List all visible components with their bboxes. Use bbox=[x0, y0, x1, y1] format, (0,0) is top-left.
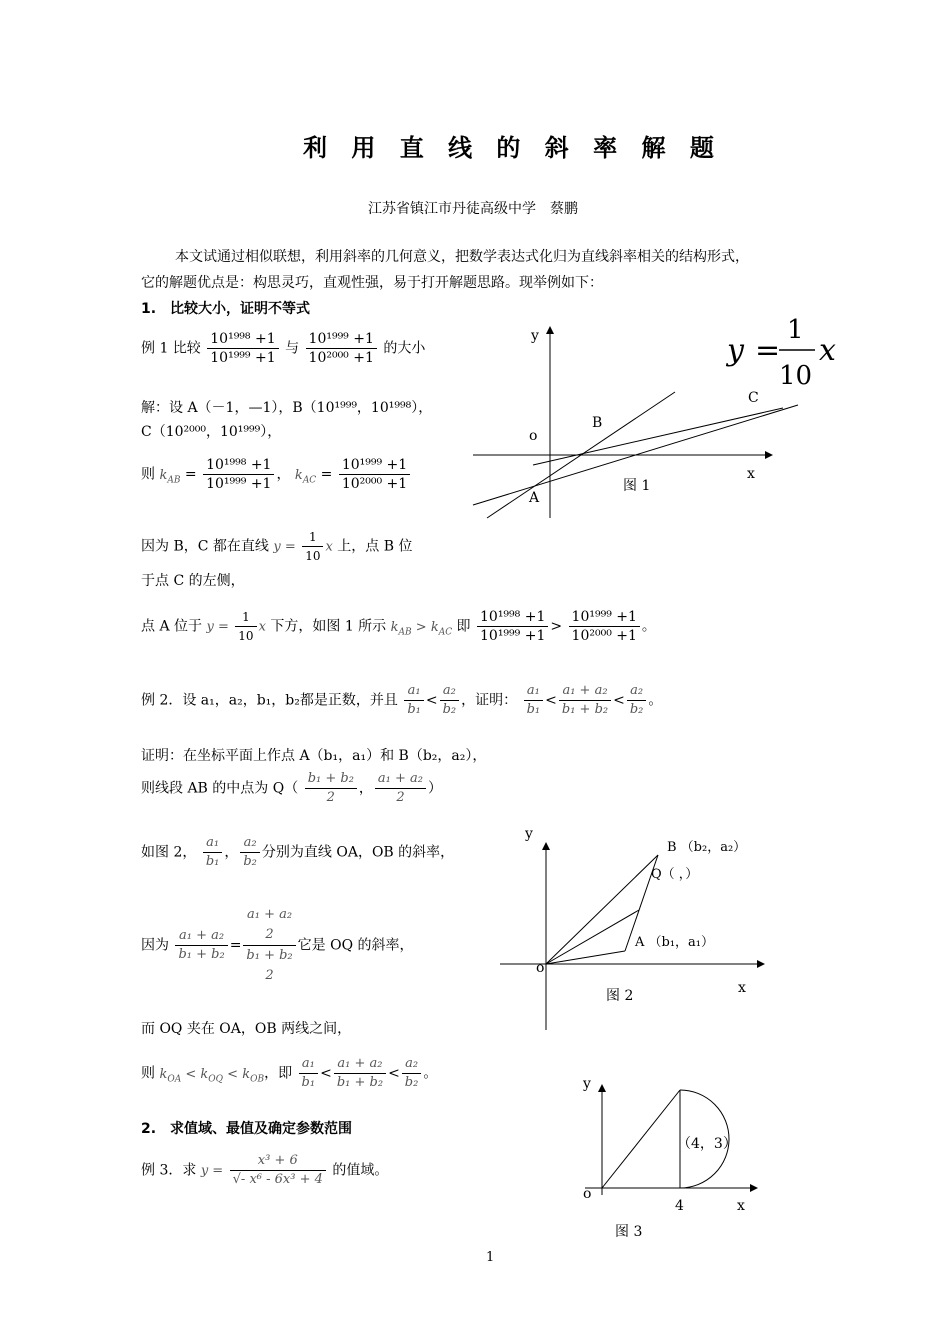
midpoint-y: $\frac{\text{a₁ + a₂}}{2}$ bbox=[375, 770, 426, 807]
line-d-fraction bbox=[235, 608, 256, 645]
fig1-label-x: x bbox=[747, 466, 755, 482]
example-2-proof-5: 而 OQ 夹在 OA，OB 两线之间， bbox=[141, 1021, 352, 1037]
fraction-2 bbox=[306, 330, 377, 367]
result-1-den: 10¹⁹⁹⁹ +1 bbox=[480, 628, 546, 644]
example-1-line-c: 于点 C 的左侧， bbox=[141, 573, 245, 589]
example-2-proof-1: 证明：在坐标平面上作点 A（b₁，a₁）和 B（b₂，a₂）， bbox=[141, 748, 487, 764]
kac-numerator: 10¹⁹⁹⁹ +1 bbox=[339, 456, 410, 475]
fig1-line-bc bbox=[533, 408, 783, 465]
proof-6a: 则 bbox=[141, 1065, 155, 1082]
line-d-den: 10 bbox=[238, 629, 254, 643]
author-line: 江苏省镇江市丹徒高级中学 蔡鹏 bbox=[368, 201, 578, 217]
ex2-claim-left: $\frac{\text{a₁}}{\text{b₁}}$ bbox=[524, 682, 544, 719]
fig2-label-x: x bbox=[738, 980, 746, 996]
proof-6b: ，即 bbox=[264, 1065, 293, 1082]
fig1-big-eq: = bbox=[755, 333, 781, 368]
ex3-stmt-a: 例 3．求 bbox=[141, 1162, 197, 1179]
fig1-y-arrow bbox=[546, 326, 554, 334]
line-d-text: 点 A 位于 bbox=[141, 618, 203, 635]
fig1-big-num: 1 bbox=[787, 315, 804, 345]
fig2-label-q: Q（ ，） bbox=[651, 867, 699, 882]
ex3-fraction: $\frac{\text{x³ + 6}}{\text{√- x⁶ - 6x³ + 4}}$ bbox=[230, 1152, 326, 1189]
example-1-statement bbox=[141, 330, 425, 367]
line-b-text: 上，点 B 位 bbox=[337, 538, 413, 555]
result-fraction-2 bbox=[569, 608, 640, 645]
example-2-proof-6: 则 $k_{OA} < k_{OQ} < k_{OB}$，即 $\frac{\text{a₁}}{\text{b₁}}$ < $\frac{\text{a₁ + a₂}}{\text{b₁ + b₂}}$ < $\frac{\text{a₂}}{\text{b₂}}$ 。 bbox=[141, 1056, 438, 1090]
slopes-line: 则 $k_{AB}$ = $\frac{\text{10¹⁹⁹⁸ +1}}{\text{10¹⁹⁹⁹ +1}}$ ， $k_{AC}$ = $\frac{\text{10¹⁹⁹⁹ +1}}{\text{10²⁰⁰⁰ +1}}$ bbox=[141, 456, 412, 493]
example-2-proof-4: 因为 $\frac{\text{a₁ + a₂}}{\text{b₁ + b₂}}$ = a₁ + a₂ 2 b₁ + b₂ 2 它是 OQ 的斜率， bbox=[141, 905, 414, 986]
proof-6-end: 。 bbox=[423, 1065, 438, 1082]
ex2-claim-mid: $\frac{\text{a₁ + a₂}}{\text{b₁ + b₂}}$ bbox=[559, 682, 611, 719]
fig2-label-o: o bbox=[536, 960, 545, 976]
line-d-x: x bbox=[258, 619, 266, 635]
ex3-stmt-b: 的值域。 bbox=[332, 1162, 389, 1179]
example-1-solution-a: 解：设 A（－1，—1），B（10¹⁹⁹⁹，10¹⁹⁹⁸）， bbox=[141, 400, 433, 416]
k-ab: $k_{AB}$ bbox=[159, 467, 181, 486]
fig1-label-o: o bbox=[529, 428, 538, 444]
fig3-label-o: o bbox=[583, 1186, 592, 1202]
example-1-line-d: 点 A 位于 y = $\frac{1}{10}$ x 下方，如图 1 所示 $k_{AB} > k_{AC}$ 即 $\frac{\text{10¹⁹⁹⁸ +1}}{\text{10¹⁹⁹⁹ +1}}$ > $\frac{\text{10¹⁹⁹⁹ +1}}{\text{10²⁰⁰⁰ +1}}$ 。 bbox=[141, 609, 656, 644]
proof-2-text: 则线段 AB 的中点为 Q（ bbox=[141, 780, 299, 797]
line-a-text: 因为 B，C 都在直线 bbox=[141, 538, 269, 555]
final-mid: $\frac{\text{a₁ + a₂}}{\text{b₁ + b₂}}$ bbox=[334, 1055, 386, 1092]
fig2-x-arrow bbox=[757, 960, 765, 968]
ex2-claim-right: $\frac{\text{a₂}}{\text{b₂}}$ bbox=[627, 682, 647, 719]
final-right: $\frac{\text{a₂}}{\text{b₂}}$ bbox=[402, 1055, 422, 1092]
line-e-text: 下方，如图 1 所示 bbox=[270, 618, 387, 635]
page-number: 1 bbox=[486, 1250, 495, 1265]
intro-line-1: 本文试通过相似联想，利用斜率的几何意义，把数学表达式化归为直线斜率相关的结构形式， bbox=[175, 249, 749, 265]
kac-fraction bbox=[339, 456, 410, 493]
fig3-x-arrow bbox=[750, 1184, 758, 1192]
example-3-statement bbox=[141, 1152, 388, 1189]
example-2-statement: 例 2．设 a₁，a₂，b₁，b₂都是正数，并且 $\frac{\text{a₁}}{\text{b₁}}$ < $\frac{\text{a₂}}{\text{b₂}}$ ，证明： $\frac{\text{a₁}}{\text{b₁}}$ < $\frac{\text{a₁ + a₂}}{\text{b₁ + b₂}}$ < $\frac{\text{a₂}}{\text{b₂}}$ 。 bbox=[141, 683, 663, 717]
proof-3b: 分别为直线 OA，OB 的斜率， bbox=[261, 844, 455, 861]
ex1-end: 。 bbox=[641, 618, 656, 635]
fig1-big-den: 10 bbox=[779, 361, 813, 391]
fraction-2-numerator: 10¹⁹⁹⁹ +1 bbox=[306, 330, 377, 349]
fraction-1-numerator: 10¹⁹⁹⁸ +1 bbox=[207, 330, 278, 349]
slope-oa: $\frac{\text{a₁}}{\text{b₁}}$ bbox=[203, 834, 223, 871]
proof-4-compound: a₁ + a₂ 2 b₁ + b₂ 2 bbox=[243, 905, 295, 986]
line-d-num: 1 bbox=[235, 608, 256, 627]
figure-1 bbox=[465, 310, 845, 525]
ex2-stmt-b: ，证明： bbox=[461, 692, 518, 709]
ex3-y: y = bbox=[200, 1163, 224, 1179]
line-eq: y = bbox=[273, 539, 296, 555]
fig3-label-x: x bbox=[737, 1198, 745, 1214]
proof-2-end: ） bbox=[428, 780, 443, 797]
kac-denominator: 10²⁰⁰⁰ +1 bbox=[341, 476, 408, 492]
figure-2 bbox=[495, 820, 775, 1035]
section-2-heading: 2. 求值域、最值及确定参数范围 bbox=[141, 1121, 353, 1137]
fig3-caption: 图 3 bbox=[615, 1224, 643, 1240]
slope-chain: $k_{OA} < k_{OQ} < k_{OB}$ bbox=[159, 1066, 265, 1085]
ex2-stmt-end: 。 bbox=[648, 692, 663, 709]
midpoint-x: $\frac{\text{b₁ + b₂}}{2}$ bbox=[305, 770, 357, 807]
result-1-num: 10¹⁹⁹⁸ +1 bbox=[477, 608, 548, 627]
line-d-eq: y = bbox=[206, 619, 229, 635]
kab-denominator: 10¹⁹⁹⁹ +1 bbox=[206, 476, 272, 492]
example-2-proof-2: 则线段 AB 的中点为 Q（ $\frac{\text{b₁ + b₂}}{2}$ ， $\frac{\text{a₁ + a₂}}{2}$ ） bbox=[141, 771, 443, 805]
ex2-frac-a1b1: $\frac{\text{a₁}}{\text{b₁}}$ bbox=[404, 682, 424, 719]
fig1-label-y: y bbox=[531, 328, 539, 344]
fig2-label-y: y bbox=[525, 826, 533, 842]
fig3-diagonal bbox=[602, 1090, 680, 1188]
kab-numerator: 10¹⁹⁹⁸ +1 bbox=[203, 456, 274, 475]
k-ac: $k_{AC}$ bbox=[294, 467, 317, 486]
fraction-1-denominator: 10¹⁹⁹⁹ +1 bbox=[210, 350, 276, 366]
fraction-1 bbox=[207, 330, 278, 367]
proof-4b: 它是 OQ 的斜率， bbox=[297, 937, 414, 954]
line-eq-den: 10 bbox=[305, 549, 321, 563]
example-2-proof-3: 如图 2， $\frac{\text{a₁}}{\text{b₁}}$ ， $\frac{\text{a₂}}{\text{b₂}}$ 分别为直线 OA，OB 的斜率， bbox=[141, 835, 455, 869]
fig1-x-arrow bbox=[765, 451, 773, 459]
fig2-label-a: A （b₁，a₁） bbox=[635, 935, 715, 950]
proof-4a: 因为 bbox=[141, 937, 169, 954]
fig3-label-point: （4，3） bbox=[677, 1136, 737, 1152]
fraction-2-denominator: 10²⁰⁰⁰ +1 bbox=[308, 350, 374, 366]
ex2-frac-a2b2: $\frac{\text{a₂}}{\text{b₂}}$ bbox=[440, 682, 460, 719]
example-1-suffix: 的大小 bbox=[383, 340, 426, 357]
then-label: 则 bbox=[141, 466, 155, 483]
fig3-y-arrow bbox=[598, 1084, 606, 1092]
slope-ob: $\frac{\text{a₂}}{\text{b₂}}$ bbox=[240, 834, 260, 871]
line-eq-x: x bbox=[325, 539, 333, 555]
fig1-big-x: x bbox=[819, 333, 836, 368]
fig2-y-arrow bbox=[542, 842, 550, 850]
ex2-stmt-a: 例 2．设 a₁，a₂，b₁，b₂都是正数，并且 bbox=[141, 692, 398, 709]
final-left: $\frac{\text{a₁}}{\text{b₁}}$ bbox=[299, 1055, 319, 1092]
fig1-big-y: y bbox=[727, 333, 744, 368]
fig3-label-4: 4 bbox=[675, 1198, 684, 1214]
k-compare: $k_{AB} > k_{AC}$ bbox=[390, 619, 453, 638]
intro-line-2: 它的解题优点是：构思灵巧，直观性强，易于打开解题思路。现举例如下： bbox=[141, 275, 603, 291]
proof-4-frac: $\frac{\text{a₁ + a₂}}{\text{b₁ + b₂}}$ bbox=[175, 927, 227, 964]
fig1-label-a: A bbox=[529, 490, 540, 506]
fig2-caption: 图 2 bbox=[606, 988, 634, 1004]
line-eq-num: 1 bbox=[302, 528, 323, 547]
section-1-heading: 1. 比较大小，证明不等式 bbox=[141, 301, 311, 317]
example-1-solution-b: C（10²⁰⁰⁰，10¹⁹⁹⁹）， bbox=[141, 424, 282, 440]
kab-fraction bbox=[203, 456, 274, 493]
line-eq-fraction bbox=[302, 528, 323, 565]
fig1-label-c: C bbox=[748, 390, 759, 406]
example-1-prefix: 例 1 比较 bbox=[141, 340, 201, 357]
proof-3a: 如图 2， bbox=[141, 844, 197, 861]
figure-3 bbox=[575, 1070, 775, 1245]
page-title: 利 用 直 线 的 斜 率 解 题 bbox=[303, 134, 722, 162]
fig3-label-y: y bbox=[583, 1076, 591, 1092]
example-1-line-a bbox=[141, 528, 412, 565]
result-2-den: 10²⁰⁰⁰ +1 bbox=[571, 628, 637, 644]
example-1-mid: 与 bbox=[285, 340, 300, 357]
ji-text: 即 bbox=[456, 618, 471, 635]
fig1-caption: 图 1 bbox=[623, 478, 651, 494]
result-2-num: 10¹⁹⁹⁹ +1 bbox=[569, 608, 640, 627]
fig2-label-b: B （b₂，a₂） bbox=[667, 840, 747, 855]
result-fraction-1 bbox=[477, 608, 548, 645]
fig1-label-b: B bbox=[592, 415, 603, 431]
